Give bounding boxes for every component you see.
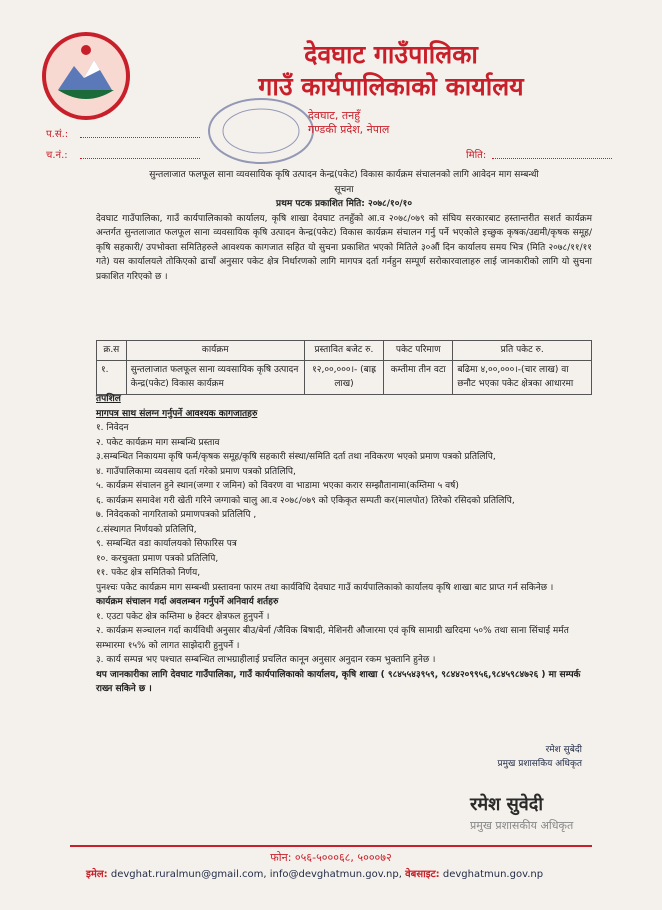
contact-info: थप जानकारीका लागि देवघाट गाउँपालिका, गाउँ कार्यपालिकाको कार्यालय, कृषि शाखा ( ९८४५५४३९५९, ९८४४२०९९५६,९८४५९८४७२६ ) मा सम्पर्क राख्न सकिने छ ।: [96, 669, 581, 694]
table-header: क्र.स: [97, 341, 127, 361]
office-address-province: गण्डकी प्रदेश, नेपाल: [308, 123, 390, 136]
list-item: २. कार्यक्रम सञ्चालन गर्दा कार्यविधी अनुसार बीउ/बेर्ना /जैविक बिषादी, मेशिनरी औजारमा एवं कृषि सामाग्री खरिदमा ५०% तथा साना सिंचाई मर्मत सम्भारमा १५% को लागत साझेदारी हुनुपर्ने ।: [96, 626, 569, 651]
office-title-line2: गाउँ कार्यपालिकाको कार्यालय: [258, 72, 524, 101]
signatory-name: रमेश सुबेदी: [545, 745, 582, 755]
list-item: ११. पकेट क्षेत्र समितिको निर्णय,: [96, 568, 201, 578]
handwritten-name: रमेश सुवेदी: [470, 794, 544, 815]
website-label: वेबसाइट:: [405, 869, 440, 880]
list-item: १. एउटा पकेट क्षेत्र कम्तिमा ७ हेक्टर क्षेत्रफल हुनुपर्ने ।: [96, 611, 270, 622]
table-cell: १.: [97, 360, 127, 394]
postscript-note: पुनश्चः पकेट कार्यक्रम माग सम्बन्धी प्रस्तावना फारम तथा कार्यविधि देवघाट गाउँ कार्यपालिकाको कार्यालय कृषि शाखा बाट प्राप्त गर्न सकिनेछ ।: [96, 582, 554, 593]
list-item: ३. कार्य सम्पन्न भए पश्चात सम्बन्धित लाभग्राहीलाई प्रचलित कानून अनुसार अनुदान रकम भुक्तानि हुनेछ ।: [96, 655, 436, 665]
table-header: कार्यक्रम: [126, 341, 304, 361]
table-header-row: [97, 341, 592, 361]
list-item: १. निवेदन: [96, 423, 129, 433]
office-title-line1: देवघाट गाउँपालिका: [304, 40, 478, 69]
program-table-wrap: [96, 340, 592, 395]
list-item: ४. गाउँपालिकामा व्यवसाय दर्ता गरेको प्रमाण पत्रको प्रतिलिपि,: [96, 466, 296, 477]
dispatch-number-label: च.नं.:: [46, 150, 68, 161]
email-links[interactable]: devghat.ruralmun@gmail.com, info@devghatmun.gov.np,: [110, 869, 402, 880]
footer-contact: [86, 866, 543, 880]
details-heading: तपशिल: [96, 394, 121, 404]
list-item: ८.संस्थागत निर्णयको प्रतिलिपि,: [96, 524, 197, 535]
list-item: ९. सम्बन्धित वडा कार्यालयको सिफारिस पत्र: [96, 539, 237, 549]
list-item: १०. करचुक्ता प्रमाण पत्रको प्रतिलिपि,: [96, 553, 219, 564]
table-row: [97, 360, 592, 394]
documents-heading: मागपत्र साथ संलग्न गर्नुपर्ने आवश्यक कागजातहरु: [96, 408, 258, 419]
reference-number-label: प.सं.:: [46, 129, 69, 140]
publish-date: प्रथम पटक प्रकाशित मिति: २०७८/१०/१०: [275, 199, 413, 209]
list-item: २. पकेट कार्यक्रम माग सम्बन्धि प्रस्ताव: [96, 437, 220, 448]
table-header: प्रति पकेट रु.: [453, 341, 592, 361]
dispatch-number-line: [80, 158, 200, 159]
list-item: ६. कार्यक्रम समावेश गरी खेती गरिने जग्गाको चालु आ.व २०७८/०७९ को एकिकृत सम्पती कर(मालपोत) तिरेको रसिदको प्रतिलिपि,: [96, 495, 515, 506]
table-cell: कम्तीमा तीन वटा: [384, 360, 453, 394]
date-label: मिति:: [466, 150, 487, 161]
name-seal: प्रमुख प्रशासकीय अधिकृत: [470, 819, 574, 832]
signatory-title: प्रमुख प्रशासकिय अधिकृत: [497, 759, 582, 769]
notice-header: [96, 168, 592, 284]
signature-block: [498, 743, 583, 771]
table-header: पकेट परिमाण: [384, 341, 453, 361]
list-item: ३.सम्बन्धित निकायमा कृषि फर्म/कृषक समूह/कृषि सहकारी संस्था/समिति दर्ता तथा नविकरण भएको प्रमाण पत्रको प्रतिलिपि,: [96, 452, 496, 462]
table-cell: सुन्तलाजात फलफूल साना व्यवसायिक कृषि उत्पादन केन्द्र(पकेट) विकास कार्यक्रम: [126, 360, 304, 394]
reference-number-line: [80, 137, 200, 138]
details-section: [96, 392, 592, 697]
table-cell: बढिमा ४,००,०००।-(चार लाख) वा छनौट भएका पकेट क्षेत्रका आधारमा: [453, 360, 592, 394]
footer-divider: [70, 845, 592, 847]
notice-title: सुन्तलाजात फलफूल साना व्यवसायिक कृषि उत्पादन केन्द्र(पकेट) विकास कार्यक्रम संचालनको लागि आवेदन माग सम्बन्धी: [149, 170, 539, 180]
office-address-district: देवघाट, तनहुँ: [308, 109, 361, 122]
date-line: [492, 158, 612, 159]
table-header: प्रस्तावित बजेट रु.: [304, 341, 383, 361]
list-item: ७. निवेदकको नागरिताको प्रमाणपत्रको प्रतिलिपि ,: [96, 510, 257, 520]
email-label: इमेल:: [86, 869, 108, 880]
list-item: ५. कार्यक्रम संचालन हुने स्थान(जग्गा र जमिन) को विवरण वा भाडामा भएका करार सम्झौतानामा(कम्तिमा ५ वर्ष): [96, 481, 459, 491]
conditions-heading: कार्यक्रम संचालन गर्दा अवलम्बन गर्नुपर्ने अनिवार्य शर्तहरु: [96, 597, 279, 607]
notice-subtitle: सूचना: [334, 184, 354, 195]
notice-body: देवघाट गाउँपालिका, गाउँ कार्यपालिकाको कार्यालय, कृषि शाखा देवघाट तनहुँको आ.व २०७८/०७९ को संघिय सरकारबाट हस्तान्तरीत सशर्त कार्यक्रम अन्तर्गत सुन्तलाजात फलफूल साना व्यवसायिक कृषि उत्पादन केन्द्र(पकेट) विकास कार्यक्रम संचालन गर्नु पर्ने भएकोले इच्छुक कृषक/उद्यमी/कृषक समूह/कृषि सहकारी/ उपभोक्ता समितिहरुले आवश्यक कागजात सहित यो सुचना प्रकाशित भएको मितिले ३०औं दिन कार्यालय समय भित्र (मिति २०७८/११/११ गते) यस कार्यालयले तोकिएको ढाचाँ अनुसार पकेट क्षेत्र निर्धारणको लागि मागपत्र दर्ता गर्नहुन सम्पूर्ण सरोकारवालाहरु लाई जानकारीको लागि यो सुचना प्रकाशित गरिएको छ ।: [96, 213, 592, 282]
footer-phone: फोन: ०५६-५०००६८, ५०००७२: [270, 851, 392, 864]
office-stamp-icon: [206, 96, 316, 166]
table-cell: १२,००,०००।- (बाह्र लाख): [304, 360, 383, 394]
website-link[interactable]: devghatmun.gov.np: [442, 869, 544, 880]
program-table: [96, 340, 592, 395]
